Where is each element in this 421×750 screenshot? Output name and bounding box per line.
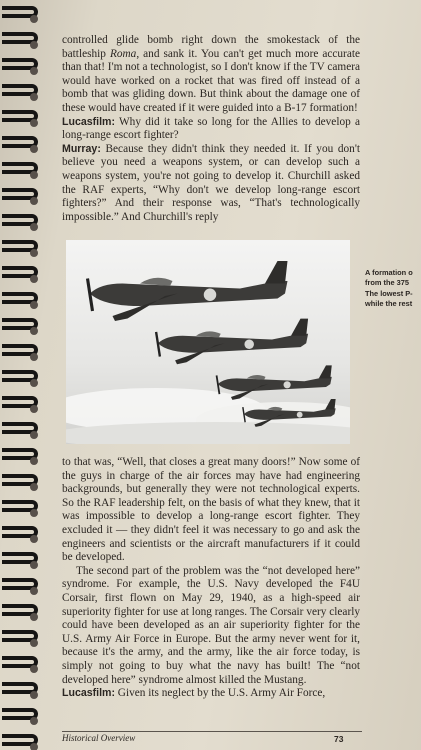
binding-hole (30, 41, 38, 49)
paragraph-not-developed-here: The second part of the problem was the “not developed here” syndrome. For example, the U.S. Navy developed the F4U Corsair, first flown on May 29, 1940, as a high-speed air superiority fighter for use at long ranges. The Corsair very clearly could have been developed as an air superiority fighter for the U.S. Army Air Force in Europe. But the army never went for it, because it's the army, and the army, like the air force today, is simply not going to buy what the navy has built! The “not developed here” syndrome almost killed the Mustang. (62, 564, 360, 686)
binding-hole (30, 431, 38, 439)
binding-hole (30, 509, 38, 517)
binding-hole (30, 717, 38, 725)
photo-caption: A formation o from the 375 The lowest P- while the rest (365, 268, 413, 309)
binding-hole (30, 171, 38, 179)
binding-hole (30, 301, 38, 309)
body-text-upper (62, 34, 360, 224)
mustang-formation-image (66, 240, 350, 444)
body-text-lower (62, 456, 360, 701)
question-neglect: Lucasfilm: Given its neglect by the U.S. Army Air Force, (62, 687, 326, 700)
running-footer-section: Historical Overview (62, 733, 136, 743)
binding-hole (30, 535, 38, 543)
binding-hole (30, 639, 38, 647)
binding-hole (30, 353, 38, 361)
binding-hole (30, 457, 38, 465)
binding-hole (30, 743, 38, 750)
answer-murray: Murray: Because they didn't think they needed it. If you don't believe you need a weapons system, or can develop such a weapons system, you're not going to develop it. Churchill asked the RAF experts, “Why don't we develop long-range escort fighters?” And their response was, “That's technologically impossible.” And Churchill's reply (62, 142, 360, 223)
binding-hole (30, 15, 38, 23)
page-number: 73 (334, 734, 344, 744)
binding-hole (30, 587, 38, 595)
binding-hole (30, 119, 38, 127)
binding-hole (30, 379, 38, 387)
binding-hole (30, 613, 38, 621)
spiral-binding (0, 0, 44, 750)
question-escort-fighter: Lucasfilm: Why did it take so long for the Allies to develop a long-range escort fighter? (62, 115, 360, 142)
speaker-lucasfilm: Lucasfilm: (62, 687, 115, 700)
binding-hole (30, 691, 38, 699)
binding-hole (30, 561, 38, 569)
binding-hole (30, 93, 38, 101)
binding-hole (30, 197, 38, 205)
binding-hole (30, 405, 38, 413)
binding-hole (30, 483, 38, 491)
binding-hole (30, 67, 38, 75)
binding-hole (30, 327, 38, 335)
binding-hole (30, 249, 38, 257)
paragraph-roma: controlled glide bomb right down the smokestack of the battleship Roma, and sank it. You can't get much more accurate than that! I'm not a technologist, so I don't know if the TV camera would have worked on a rocket that was fired off instead of a bomb that was gliding down. But think about the damage one of these would have created if it were guided into a B-17 formation! (62, 34, 360, 114)
binding-hole (30, 665, 38, 673)
binding-hole (30, 275, 38, 283)
mustang-formation-photo (66, 240, 350, 444)
paragraph-raf: to that was, “Well, that closes a great many doors!” Now some of the guys in charge of the air forces may have had engineering backgrounds, but generally they were not technological experts. So the RAF leadership felt, on the basis of what they knew, that it was impossible to develop a long-range escort fighter. They excluded it — they didn't feel it was necessary to go and ask the engineers and scientists or the aircraft manufacturers if it could be developed. (62, 456, 360, 564)
binding-hole (30, 145, 38, 153)
speaker-lucasfilm: Lucasfilm: (62, 115, 115, 128)
speaker-murray: Murray: (62, 142, 101, 155)
binding-hole (30, 223, 38, 231)
footer-rule (62, 731, 362, 732)
